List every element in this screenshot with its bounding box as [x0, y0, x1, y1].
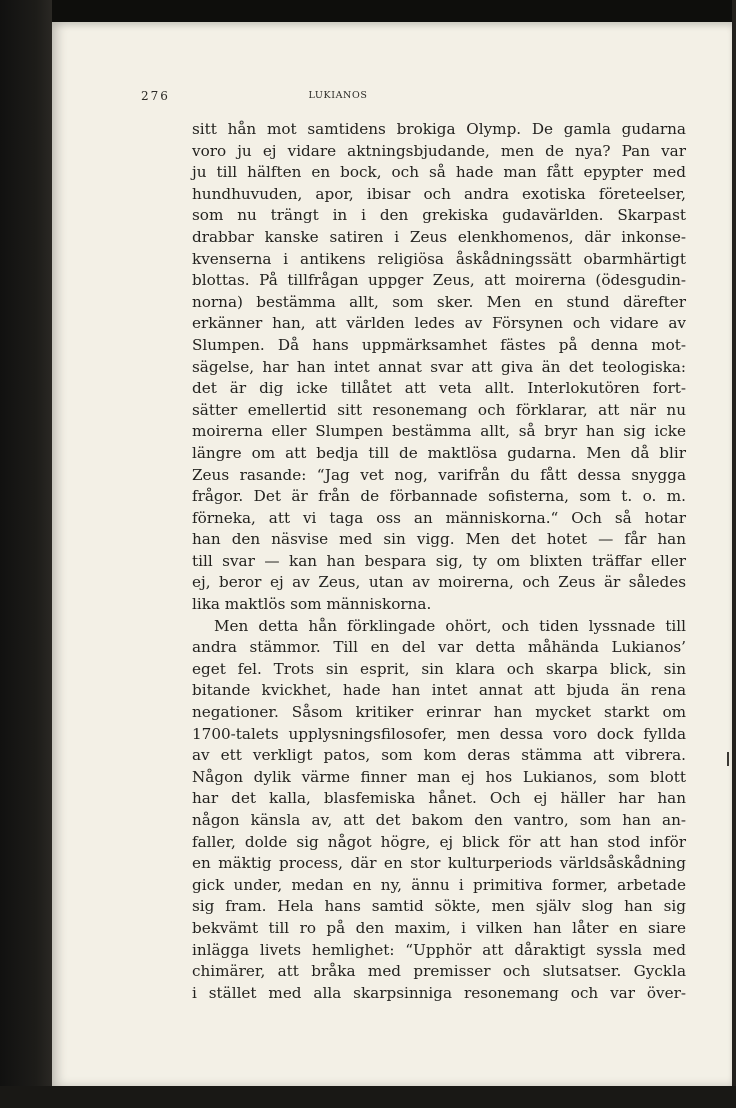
text-line: bitande kvickhet, hade han intet annat att bjuda än rena [192, 681, 686, 700]
text-line: gick under, medan en ny, ännu i primitiva former, arbetade [192, 875, 686, 894]
body-text [192, 119, 686, 1004]
text-line: har det kalla, blasfemiska hånet. Och ej häller har han [192, 789, 686, 808]
text-line: erkänner han, att världen ledes av Försynen och vidare av [192, 314, 686, 333]
scan-border-bottom [0, 1086, 736, 1108]
text-line: norna) bestämma allt, som sker. Men en stund därefter [192, 292, 686, 311]
text-line: sätter emellertid sitt resonemang och förklarar, att när nu [192, 400, 686, 419]
running-head [141, 89, 535, 107]
text-line: moirerna eller Slumpen bestämma allt, så bryr han sig icke [192, 422, 686, 441]
page-number: 276 [141, 89, 170, 103]
text-line: det är dig icke tillåtet att veta allt. Interlokutören fort- [192, 379, 686, 398]
text-line: Slumpen. Då hans uppmärksamhet fästes på denna mot- [192, 335, 686, 354]
text-line: faller, dolde sig något högre, ej blick för att han stod inför [192, 832, 686, 851]
text-line: frågor. Det är från de förbannade sofisterna, som t. o. m. [192, 487, 686, 506]
text-line: hundhuvuden, apor, ibisar och andra exotiska företeelser, [192, 184, 686, 203]
running-title: LUKIANOS [308, 90, 368, 101]
text-line: förneka, att vi taga oss an människorna.“ Och så hotar [192, 508, 686, 527]
scan-border-right [732, 0, 736, 1108]
text-line: 1700-talets upplysningsfilosofer, men dessa voro dock fyllda [192, 724, 686, 743]
text-line: han den näsvise med sin vigg. Men det hotet — får han [192, 530, 686, 549]
text-line: sig fram. Hela hans samtid sökte, men själv slog han sig [192, 897, 686, 916]
margin-mark [727, 752, 729, 766]
text-line: andra stämmor. Till en del var detta måhända Lukianos’ [192, 638, 686, 657]
text-line: som nu trängt in i den grekiska gudavärlden. Skarpast [192, 206, 686, 225]
text-line: längre om att bedja till de maktlösa gudarna. Men då blir [192, 443, 686, 462]
text-line: sägelse, har han intet annat svar att giva än det teologiska: [192, 357, 686, 376]
paragraph-end-line: lika maktlös som människorna. [192, 595, 432, 614]
paragraph-start-line: Men detta hån förklingade ohört, och tiden lyssnade till [214, 616, 686, 635]
text-line: någon känsla av, att det bakom den vantro, som han an- [192, 811, 686, 829]
scan-border-left [0, 0, 52, 1108]
text-line: i stället med alla skarpsinniga resonemang och var över- [192, 983, 686, 1002]
scan-border-top [0, 0, 736, 22]
text-line: drabbar kanske satiren i Zeus elenkhomenos, där inkonse- [192, 227, 686, 246]
text-line: kvenserna i antikens religiösa åskådningssätt obarmhärtigt [192, 249, 686, 268]
text-line: ej, beror ej av Zeus, utan av moirerna, och Zeus är således [192, 573, 686, 592]
text-line: av ett verkligt patos, som kom deras stämma att vibrera. [192, 746, 686, 765]
text-line: sitt hån mot samtidens brokiga Olymp. De gamla gudarna [192, 120, 686, 138]
text-line: till svar — kan han bespara sig, ty om blixten träffar eller [192, 551, 686, 570]
text-line: inlägga livets hemlighet: “Upphör att dåraktigt syssla med [192, 940, 686, 959]
text-line: ju till hälften en bock, och så hade man fått epypter med [192, 163, 686, 182]
text-line: en mäktig process, där en stor kulturperiods världsåskådning [192, 854, 686, 873]
text-line: Zeus rasande: “Jag vet nog, varifrån du fått dessa snygga [192, 465, 686, 484]
text-line: Någon dylik värme finner man ej hos Lukianos, som blott [192, 767, 686, 786]
text-line: blottas. På tillfrågan uppger Zeus, att moirerna (ödesgudin- [192, 271, 686, 290]
text-line: eget fel. Trots sin esprit, sin klara och skarpa blick, sin [192, 659, 686, 678]
text-line: bekvämt till ro på den maxim, i vilken han låter en siare [192, 918, 686, 937]
text-line: chimärer, att bråka med premisser och slutsatser. Gyckla [192, 962, 686, 981]
text-line: voro ju ej vidare aktningsbjudande, men de nya? Pan var [192, 141, 686, 160]
text-line: negationer. Såsom kritiker erinrar han mycket starkt om [192, 703, 686, 722]
